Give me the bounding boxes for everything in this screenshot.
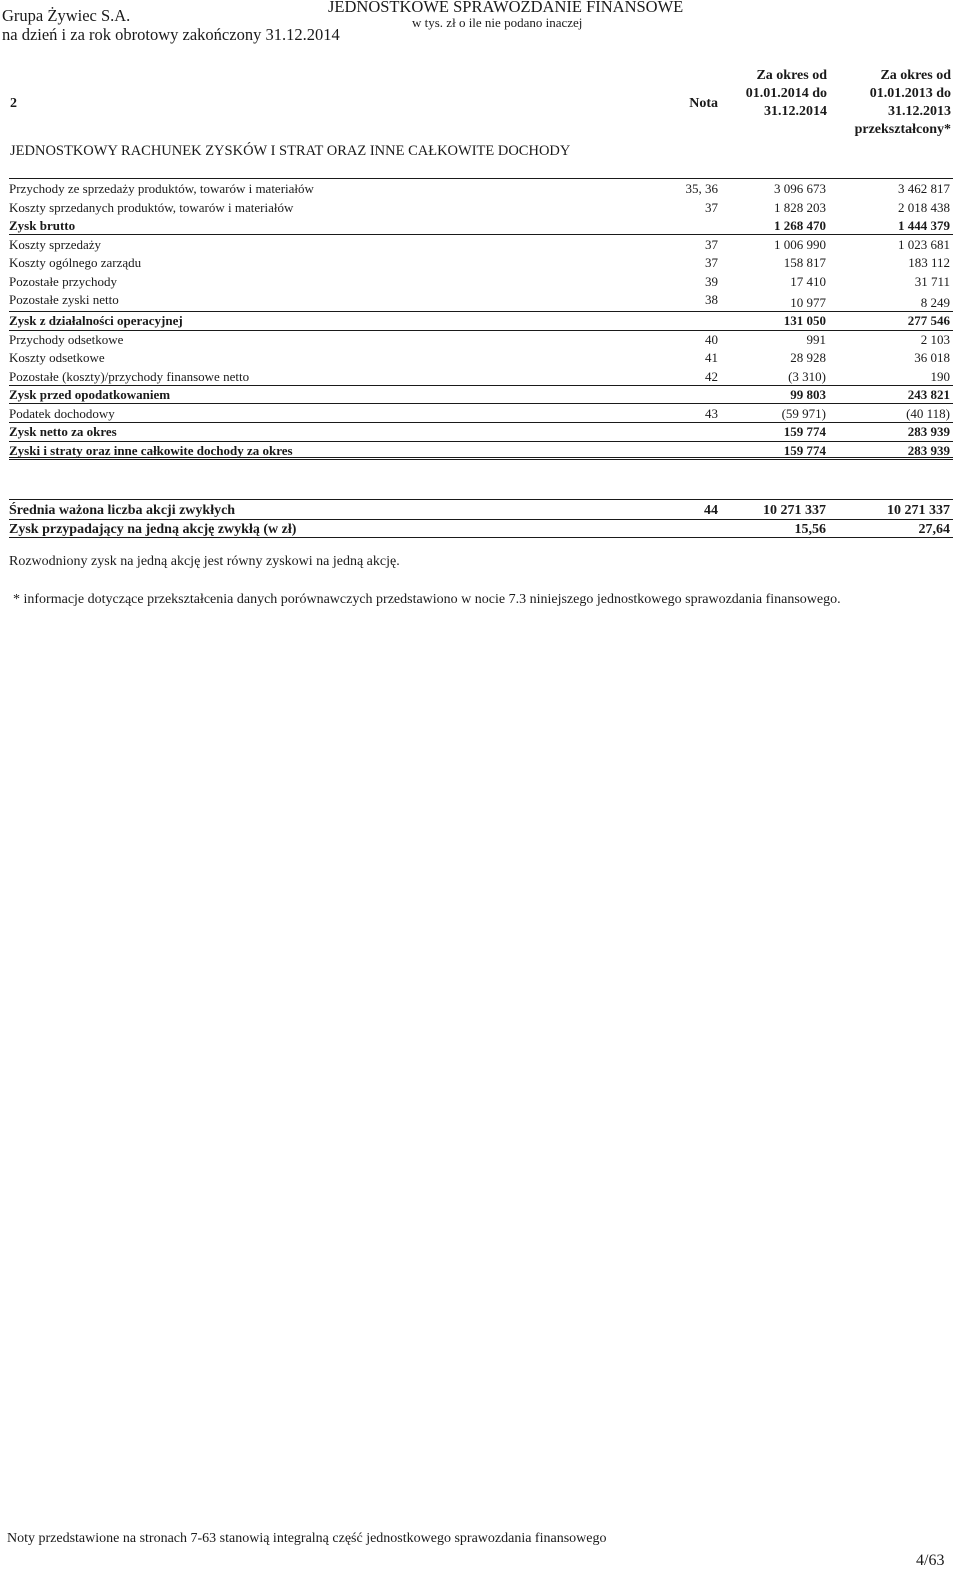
row-value-2013: 183 112 (908, 255, 950, 270)
row-value-2014: 17 410 (790, 273, 826, 289)
table-row-subtotal (9, 312, 952, 331)
period-2014-header-line: Za okres od (756, 68, 827, 83)
row-nota: 43 (705, 405, 718, 421)
period-2013-header-line: 01.01.2013 do (869, 86, 951, 101)
period-2013-header-line: Za okres od (880, 68, 951, 83)
row-label: Zysk netto za okres (9, 424, 117, 439)
row-nota: 39 (705, 273, 718, 289)
row-value-2014: 15,56 (794, 522, 826, 537)
period-2014-header-line: 31.12.2014 (764, 104, 827, 119)
diluted-eps-note: Rozwodniony zysk na jedną akcję jest równy zyskowi na jedną akcję. (9, 554, 400, 569)
table-row-subtotal (9, 423, 952, 442)
row-label: Przychody ze sprzedaży produktów, towarów i materiałów (9, 181, 314, 196)
period-2013-header-line: przekształcony* (854, 122, 951, 137)
row-value-2013: (40 118) (906, 405, 950, 421)
row-label: Zysk brutto (9, 218, 76, 233)
row-value-2014: 10 271 337 (763, 503, 826, 518)
period-2013-header (820, 67, 951, 139)
table-row (9, 405, 952, 424)
subtotal-rule (9, 385, 953, 386)
period-2013-header-line: 31.12.2013 (888, 104, 951, 119)
row-value-2014: 131 050 (783, 313, 826, 328)
row-value-2013: 190 (930, 368, 950, 384)
restatement-footnote: * informacje dotyczące przekształcenia danych porównawczych przedstawiono w nocie 7.3 niniejszego jednostkowego sprawozdania finansowego. (13, 592, 841, 607)
row-label: Zyski i straty oraz inne całkowite dochody za okres (9, 442, 293, 458)
subtotal-rule (9, 311, 953, 312)
subtotal-rule (9, 441, 953, 442)
row-label: Koszty sprzedanych produktów, towarów i materiałów (9, 199, 294, 215)
period-2014-header (700, 67, 827, 121)
section-number: 2 (10, 96, 17, 111)
row-value-2014: 159 774 (783, 424, 826, 439)
row-nota: 37 (705, 236, 718, 252)
row-value-2014: 1 268 470 (774, 218, 826, 233)
section-title: JEDNOSTKOWY RACHUNEK ZYSKÓW I STRAT ORAZ INNE CAŁKOWITE DOCHODY (10, 143, 571, 159)
table-row (9, 254, 952, 273)
row-value-2014: 1 828 203 (774, 199, 826, 215)
table-row-subtotal (9, 217, 952, 236)
reporting-date: na dzień i za rok obrotowy zakończony 31.12.2014 (2, 25, 340, 44)
eps-top-rule (9, 499, 953, 500)
eps-bottom-rule (9, 537, 953, 538)
nota-column-header: Nota (689, 96, 718, 111)
row-value-2014: 28 928 (790, 350, 826, 365)
row-label: Zysk z działalności operacyjnej (9, 313, 183, 328)
row-value-2013: 3 462 817 (898, 181, 950, 196)
row-value-2013: 277 546 (907, 313, 950, 328)
row-label: Średnia ważona liczba akcji zwykłych (9, 503, 236, 518)
row-nota: 35, 36 (685, 181, 718, 196)
row-nota: 40 (705, 331, 718, 347)
row-value-2013: 2 103 (920, 331, 950, 347)
table-row (9, 180, 952, 199)
row-value-2013: 36 018 (914, 350, 950, 365)
table-row (9, 236, 952, 255)
subtotal-rule (9, 330, 953, 331)
row-label: Koszty odsetkowe (9, 350, 105, 365)
subtotal-rule (9, 403, 953, 404)
row-nota: 44 (704, 503, 718, 518)
row-value-2014: 159 774 (783, 442, 826, 458)
document-title: JEDNOSTKOWE SPRAWOZDANIE FINANSOWE (328, 0, 684, 16)
units-note: w tys. zł o ile nie podano inaczej (412, 15, 583, 30)
row-value-2013: 283 939 (907, 424, 950, 439)
row-value-2014: (59 971) (781, 405, 826, 421)
row-nota: 42 (705, 368, 718, 384)
row-value-2013: 27,64 (918, 522, 950, 537)
row-value-2013: 8 249 (920, 295, 950, 310)
row-value-2013: 1 444 379 (898, 218, 950, 233)
row-value-2014: 991 (806, 331, 826, 347)
row-nota: 41 (705, 350, 718, 365)
period-2014-header-line: 01.01.2014 do (745, 86, 827, 101)
row-nota: 38 (705, 292, 718, 307)
row-value-2013: 1 023 681 (898, 236, 950, 252)
row-value-2013: 283 939 (907, 442, 950, 458)
row-value-2014: 99 803 (790, 387, 826, 402)
subtotal-rule (9, 422, 953, 423)
table-row-subtotal (9, 386, 952, 405)
company-name: Grupa Żywiec S.A. (2, 6, 131, 25)
row-label: Przychody odsetkowe (9, 331, 124, 347)
row-label: Pozostałe przychody (9, 273, 117, 289)
row-nota: 37 (705, 255, 718, 270)
row-label: Zysk przypadający na jedną akcję zwykłą (w zł) (9, 522, 297, 537)
subtotal-rule (9, 234, 953, 235)
row-value-2013: 2 018 438 (898, 199, 950, 215)
row-value-2014: 10 977 (790, 295, 826, 310)
row-value-2014: (3 310) (788, 368, 826, 384)
row-label: Podatek dochodowy (9, 405, 115, 421)
table-row (9, 273, 952, 292)
row-value-2013: 31 711 (914, 273, 950, 289)
table-row (9, 368, 952, 387)
total-double-rule (9, 457, 953, 460)
earnings-per-share-table (9, 501, 952, 539)
page-footer: Noty przedstawione na stronach 7-63 stanowią integralną część jednostkowego sprawozdania finansowego (7, 1531, 607, 1546)
eps-mid-rule (9, 519, 953, 520)
row-value-2013: 10 271 337 (887, 503, 950, 518)
row-label: Pozostałe (koszty)/przychody finansowe netto (9, 368, 250, 384)
table-row (9, 291, 952, 312)
row-label: Koszty ogólnego zarządu (9, 255, 142, 270)
income-statement-table (9, 180, 952, 460)
row-nota: 37 (705, 199, 718, 215)
table-row (9, 501, 952, 520)
row-value-2014: 158 817 (783, 255, 826, 270)
table-row (9, 349, 952, 368)
row-value-2014: 3 096 673 (774, 181, 826, 196)
row-value-2014: 1 006 990 (774, 236, 826, 252)
table-top-rule (9, 178, 953, 179)
row-value-2013: 243 821 (907, 387, 950, 402)
table-row (9, 331, 952, 350)
page-number: 4/63 (916, 1552, 945, 1569)
table-row (9, 199, 952, 218)
row-label: Koszty sprzedaży (9, 236, 102, 252)
row-label: Pozostałe zyski netto (9, 292, 119, 307)
row-label: Zysk przed opodatkowaniem (9, 387, 171, 402)
